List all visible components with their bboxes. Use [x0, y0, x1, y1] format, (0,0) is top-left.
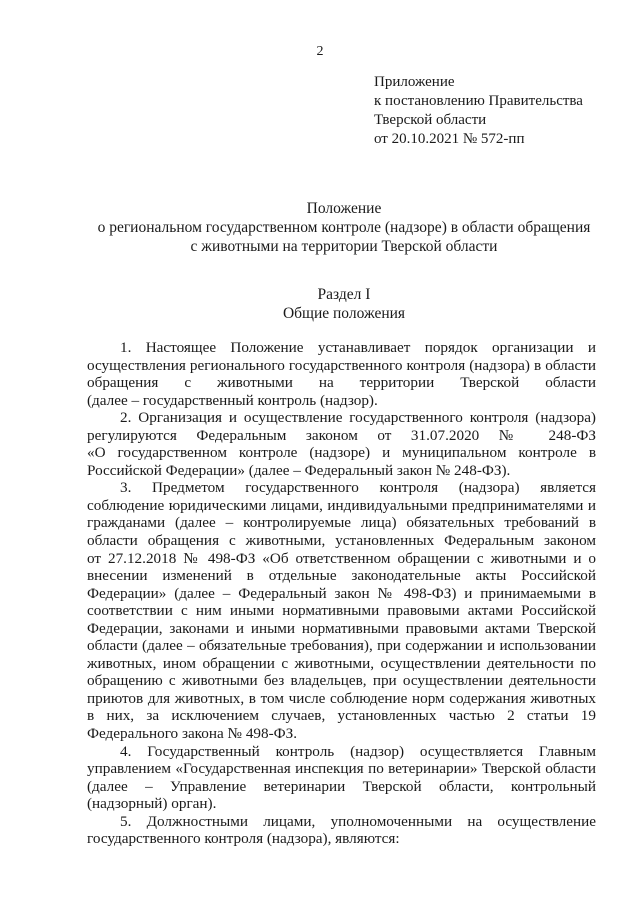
appendix-line: от 20.10.2021 № 572-пп [374, 131, 525, 147]
text-line: соответствии с ним иными нормативными правовыми актами Российской [87, 602, 596, 620]
text-line: (далее – Управление ветеринарии Тверской области, контрольный [87, 777, 596, 795]
section-name: Общие положения [282, 305, 406, 322]
body-text [87, 339, 596, 848]
paragraph-3 [87, 479, 596, 742]
document-title [90, 199, 598, 256]
appendix-block [374, 73, 583, 149]
page-number: 2 [316, 44, 324, 59]
text-line: осуществления регионального государственного контроля (надзора) в области [87, 356, 596, 374]
text-line: 1. Настоящее Положение устанавливает порядок организации и [120, 339, 596, 356]
appendix-line: к постановлению Правительства [374, 93, 583, 109]
text-line: Федерации» (далее – Федеральный закон № 498-ФЗ) и принимаемыми в [87, 584, 596, 602]
text-line: 2. Организация и осуществление государственного контроля (надзора) [120, 409, 596, 427]
text-line: управлением «Государственная инспекция по ветеринарии» Тверской области [87, 760, 596, 778]
text-line: от 27.12.2018 № 498-ФЗ «Об ответственном обращении с животными и о [87, 549, 596, 567]
text-line: 4. Государственный контроль (надзор) осуществляется Главным [120, 742, 596, 760]
text-line: области обращения с животными, установленных Федеральным законом [87, 532, 596, 550]
text-line: внесении изменений в отдельные законодательные акты Российской [87, 567, 596, 585]
text-line: приютов для животных, в том числе соблюдение норм содержания животных [87, 689, 596, 707]
section-number: Раздел I [317, 286, 371, 303]
appendix-line: Приложение [374, 74, 455, 90]
text-line: 5. Должностными лицами, уполномоченными на осуществление [120, 812, 596, 830]
text-line: Федерального закона № 498-ФЗ. [87, 725, 298, 743]
text-line: государственного контроля (надзора), являются: [87, 830, 400, 848]
paragraph-4 [87, 743, 596, 813]
text-line: области (далее – обязательные требования), при содержании и использовании [87, 637, 596, 655]
paragraph-1 [87, 339, 596, 409]
text-line: гражданами (далее – контролируемые лица) обязательных требований в [87, 514, 596, 532]
text-line: Федерации, законами и иными нормативными правовыми актами Тверской [87, 619, 596, 637]
text-line: Российской Федерации» (далее – Федеральный закон № 248-ФЗ). [87, 461, 511, 479]
text-line: в них, за исключением случаев, установленных частью 2 статьи 19 [87, 707, 596, 725]
text-line: (далее – государственный контроль (надзор). [87, 391, 378, 409]
title-line: с животными на территории Тверской области [190, 238, 498, 255]
text-line: обращению с животными без владельцев, при осуществлении деятельности [87, 672, 596, 690]
text-line: животных, ином обращении с животными, осуществлении деятельности по [87, 654, 596, 672]
title-line: о региональном государственном контроле (надзоре) в области обращения [97, 219, 591, 236]
text-line: «О государственном контроле (надзоре) и муниципальном контроле в [87, 444, 596, 462]
text-line: 3. Предметом государственного контроля (надзора) является [120, 479, 596, 497]
text-line: обращения с животными на территории Тверской области [87, 374, 596, 392]
text-line: соблюдение юридическими лицами, индивидуальными предпринимателями и [87, 496, 596, 514]
paragraph-5 [87, 813, 596, 848]
paragraph-2 [87, 409, 596, 479]
appendix-line: Тверской области [374, 112, 487, 128]
title-line: Положение [306, 200, 382, 217]
text-line: регулируются Федеральным законом от 31.07.2020 № 248-ФЗ [87, 426, 596, 444]
section-heading [90, 285, 598, 323]
text-line: (надзорный) орган). [87, 795, 217, 813]
